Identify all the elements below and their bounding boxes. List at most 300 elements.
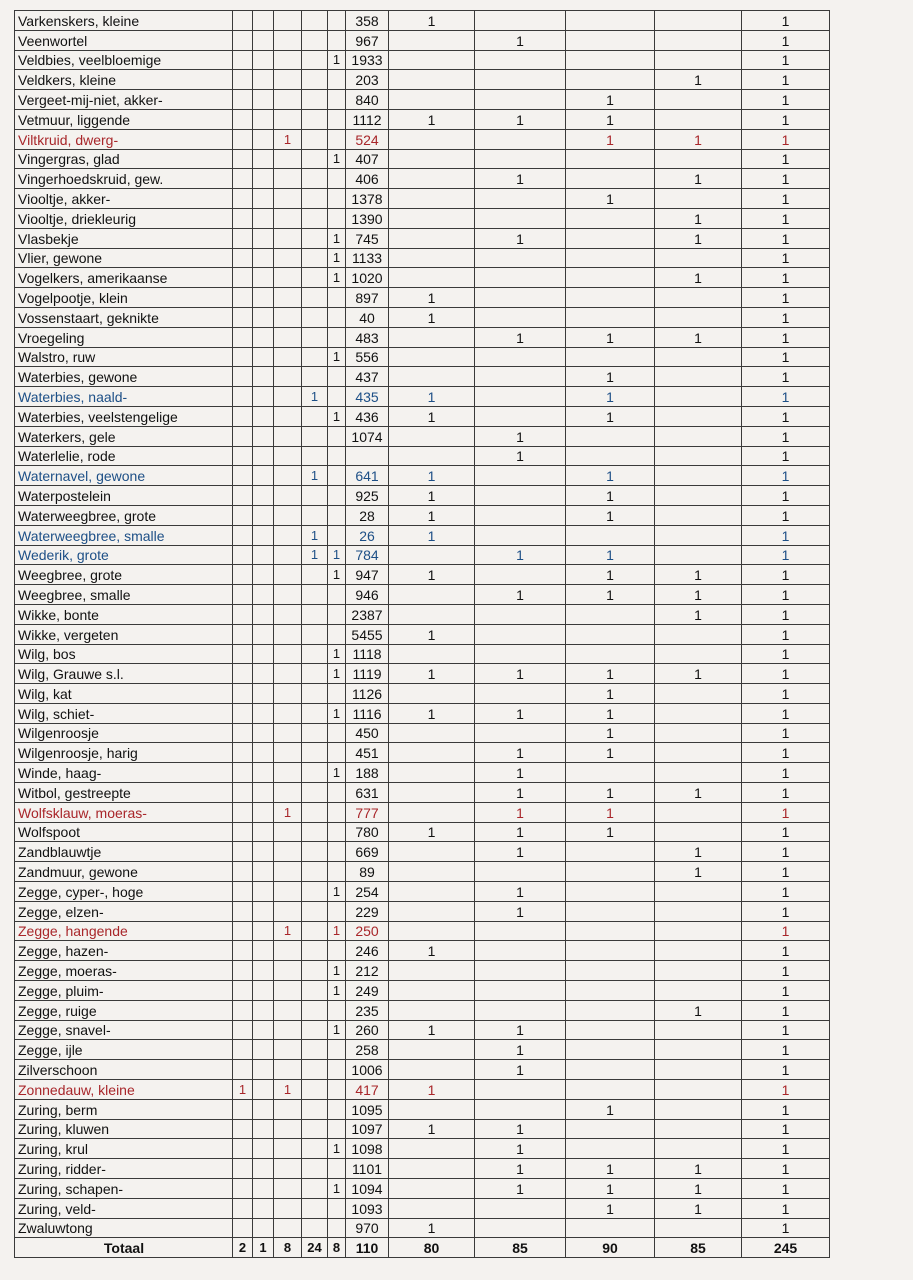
category-cell bbox=[233, 783, 253, 803]
presence-cell: 1 bbox=[742, 862, 830, 882]
category-cell bbox=[274, 50, 302, 70]
species-name-cell: Waterbies, veelstengelige bbox=[15, 406, 233, 426]
species-code-cell: 249 bbox=[346, 981, 389, 1001]
presence-cell: 1 bbox=[742, 1179, 830, 1199]
category-cell bbox=[328, 466, 346, 486]
presence-cell: 1 bbox=[475, 446, 566, 466]
presence-cell: 1 bbox=[389, 703, 475, 723]
presence-cell: 1 bbox=[742, 901, 830, 921]
category-cell bbox=[328, 189, 346, 209]
species-name-cell: Zuring, veld- bbox=[15, 1198, 233, 1218]
category-cell: 1 bbox=[328, 565, 346, 585]
presence-cell bbox=[655, 763, 742, 783]
category-cell bbox=[328, 208, 346, 228]
species-code-cell: 436 bbox=[346, 406, 389, 426]
presence-cell bbox=[566, 1218, 655, 1238]
table-row bbox=[15, 169, 903, 189]
presence-cell bbox=[475, 288, 566, 308]
presence-cell: 1 bbox=[475, 1179, 566, 1199]
category-cell bbox=[233, 644, 253, 664]
category-cell bbox=[274, 1060, 302, 1080]
presence-cell bbox=[475, 90, 566, 110]
species-name-cell: Wilg, kat bbox=[15, 684, 233, 704]
presence-cell: 1 bbox=[566, 822, 655, 842]
category-cell bbox=[253, 149, 274, 169]
presence-cell: 1 bbox=[742, 129, 830, 149]
presence-cell bbox=[475, 644, 566, 664]
species-table bbox=[14, 10, 903, 1258]
presence-cell bbox=[655, 525, 742, 545]
category-cell bbox=[233, 763, 253, 783]
category-cell bbox=[253, 585, 274, 605]
category-cell bbox=[328, 1060, 346, 1080]
category-cell: 1 bbox=[328, 248, 346, 268]
species-name-cell: Wilg, schiet- bbox=[15, 703, 233, 723]
category-cell bbox=[253, 763, 274, 783]
presence-cell: 1 bbox=[742, 981, 830, 1001]
category-cell bbox=[302, 189, 328, 209]
category-cell bbox=[253, 90, 274, 110]
presence-cell bbox=[389, 30, 475, 50]
category-cell: 1 bbox=[274, 802, 302, 822]
category-cell bbox=[274, 941, 302, 961]
species-name-cell: Zuring, kluwen bbox=[15, 1119, 233, 1139]
table-row bbox=[15, 545, 903, 565]
category-cell: 1 bbox=[274, 921, 302, 941]
category-cell bbox=[302, 1099, 328, 1119]
presence-cell bbox=[566, 228, 655, 248]
category-cell: 1 bbox=[328, 763, 346, 783]
species-name-cell: Zegge, cyper-, hoge bbox=[15, 882, 233, 902]
presence-cell bbox=[475, 149, 566, 169]
presence-cell bbox=[475, 1099, 566, 1119]
presence-cell bbox=[389, 50, 475, 70]
presence-cell bbox=[389, 743, 475, 763]
category-cell bbox=[328, 90, 346, 110]
category-cell bbox=[233, 367, 253, 387]
presence-cell bbox=[655, 901, 742, 921]
category-cell bbox=[302, 1159, 328, 1179]
presence-cell: 1 bbox=[389, 486, 475, 506]
category-cell bbox=[302, 149, 328, 169]
category-cell bbox=[274, 70, 302, 90]
category-cell bbox=[274, 525, 302, 545]
table-row bbox=[15, 802, 903, 822]
species-name-cell: Wilgenroosje, harig bbox=[15, 743, 233, 763]
category-cell bbox=[233, 961, 253, 981]
category-cell bbox=[253, 684, 274, 704]
presence-cell bbox=[389, 367, 475, 387]
presence-cell: 1 bbox=[742, 70, 830, 90]
category-cell bbox=[274, 189, 302, 209]
presence-cell bbox=[655, 307, 742, 327]
category-cell: 1 bbox=[328, 268, 346, 288]
presence-cell: 1 bbox=[742, 723, 830, 743]
presence-cell bbox=[475, 624, 566, 644]
category-cell bbox=[302, 664, 328, 684]
category-cell bbox=[253, 347, 274, 367]
total-count-cell: 90 bbox=[566, 1238, 655, 1258]
category-cell bbox=[253, 783, 274, 803]
table-row bbox=[15, 466, 903, 486]
category-cell bbox=[253, 1119, 274, 1139]
category-cell bbox=[328, 327, 346, 347]
presence-cell bbox=[475, 1000, 566, 1020]
species-code-cell bbox=[346, 446, 389, 466]
category-cell bbox=[302, 802, 328, 822]
category-cell bbox=[302, 1179, 328, 1199]
species-code-cell: 1119 bbox=[346, 664, 389, 684]
presence-cell: 1 bbox=[742, 1040, 830, 1060]
species-name-cell: Zegge, hangende bbox=[15, 921, 233, 941]
category-cell bbox=[233, 1159, 253, 1179]
presence-cell bbox=[389, 802, 475, 822]
species-name-cell: Veldkers, kleine bbox=[15, 70, 233, 90]
table-row bbox=[15, 268, 903, 288]
table-row bbox=[15, 1159, 903, 1179]
presence-cell bbox=[655, 90, 742, 110]
presence-cell: 1 bbox=[742, 30, 830, 50]
species-code-cell: 40 bbox=[346, 307, 389, 327]
category-cell bbox=[233, 981, 253, 1001]
category-cell bbox=[302, 961, 328, 981]
category-cell bbox=[302, 129, 328, 149]
presence-cell: 1 bbox=[742, 703, 830, 723]
presence-cell bbox=[566, 169, 655, 189]
presence-cell: 1 bbox=[475, 1159, 566, 1179]
table-row bbox=[15, 307, 903, 327]
presence-cell: 1 bbox=[566, 109, 655, 129]
species-code-cell: 840 bbox=[346, 90, 389, 110]
species-code-cell: 1098 bbox=[346, 1139, 389, 1159]
species-name-cell: Zegge, elzen- bbox=[15, 901, 233, 921]
table-row bbox=[15, 1020, 903, 1040]
category-cell bbox=[328, 30, 346, 50]
presence-cell: 1 bbox=[566, 367, 655, 387]
category-cell bbox=[233, 842, 253, 862]
category-cell bbox=[233, 228, 253, 248]
presence-cell: 1 bbox=[742, 248, 830, 268]
category-cell: 1 bbox=[328, 347, 346, 367]
category-cell bbox=[233, 307, 253, 327]
category-cell bbox=[253, 624, 274, 644]
species-name-cell: Viooltje, akker- bbox=[15, 189, 233, 209]
species-code-cell: 1093 bbox=[346, 1198, 389, 1218]
presence-cell: 1 bbox=[742, 1020, 830, 1040]
category-cell bbox=[233, 802, 253, 822]
category-cell bbox=[253, 169, 274, 189]
table-row bbox=[15, 228, 903, 248]
category-cell: 1 bbox=[328, 921, 346, 941]
species-name-cell: Winde, haag- bbox=[15, 763, 233, 783]
category-cell bbox=[253, 862, 274, 882]
presence-cell bbox=[655, 703, 742, 723]
species-code-cell: 235 bbox=[346, 1000, 389, 1020]
category-cell bbox=[328, 525, 346, 545]
presence-cell bbox=[389, 1179, 475, 1199]
category-cell bbox=[253, 446, 274, 466]
presence-cell bbox=[389, 763, 475, 783]
category-cell bbox=[274, 842, 302, 862]
species-code-cell: 1006 bbox=[346, 1060, 389, 1080]
table-row bbox=[15, 723, 903, 743]
species-name-cell: Weegbree, grote bbox=[15, 565, 233, 585]
presence-cell: 1 bbox=[475, 585, 566, 605]
presence-cell bbox=[389, 248, 475, 268]
category-cell bbox=[328, 505, 346, 525]
presence-cell: 1 bbox=[566, 664, 655, 684]
presence-cell bbox=[475, 387, 566, 407]
species-name-cell: Zuring, berm bbox=[15, 1099, 233, 1119]
presence-cell: 1 bbox=[742, 585, 830, 605]
presence-cell: 1 bbox=[475, 327, 566, 347]
category-cell bbox=[233, 1040, 253, 1060]
presence-cell bbox=[566, 248, 655, 268]
category-cell bbox=[274, 1119, 302, 1139]
presence-cell: 1 bbox=[655, 268, 742, 288]
category-cell bbox=[253, 723, 274, 743]
species-code-cell: 1094 bbox=[346, 1179, 389, 1199]
category-cell bbox=[253, 327, 274, 347]
presence-cell: 1 bbox=[655, 565, 742, 585]
category-cell bbox=[328, 446, 346, 466]
presence-cell: 1 bbox=[742, 822, 830, 842]
table-row bbox=[15, 1099, 903, 1119]
presence-cell bbox=[389, 1099, 475, 1119]
presence-cell: 1 bbox=[655, 1000, 742, 1020]
category-cell: 1 bbox=[302, 525, 328, 545]
species-name-cell: Waterbies, naald- bbox=[15, 387, 233, 407]
species-code-cell: 745 bbox=[346, 228, 389, 248]
species-name-cell: Zegge, ruige bbox=[15, 1000, 233, 1020]
category-cell: 1 bbox=[328, 50, 346, 70]
presence-cell: 1 bbox=[742, 387, 830, 407]
category-cell bbox=[233, 387, 253, 407]
presence-cell bbox=[389, 783, 475, 803]
category-cell bbox=[274, 703, 302, 723]
category-cell bbox=[328, 1218, 346, 1238]
category-cell bbox=[233, 703, 253, 723]
presence-cell bbox=[475, 921, 566, 941]
category-cell bbox=[302, 268, 328, 288]
presence-cell: 1 bbox=[742, 624, 830, 644]
presence-cell bbox=[655, 644, 742, 664]
category-cell bbox=[253, 30, 274, 50]
presence-cell: 1 bbox=[742, 882, 830, 902]
category-cell bbox=[302, 109, 328, 129]
presence-cell bbox=[655, 822, 742, 842]
presence-cell bbox=[475, 70, 566, 90]
category-cell bbox=[302, 70, 328, 90]
presence-cell bbox=[655, 11, 742, 31]
total-label: Totaal bbox=[15, 1238, 233, 1258]
category-cell bbox=[302, 1060, 328, 1080]
species-code-cell: 1101 bbox=[346, 1159, 389, 1179]
presence-cell: 1 bbox=[742, 486, 830, 506]
presence-cell bbox=[475, 466, 566, 486]
presence-cell: 1 bbox=[742, 327, 830, 347]
presence-cell bbox=[655, 189, 742, 209]
category-cell bbox=[302, 11, 328, 31]
table-row bbox=[15, 644, 903, 664]
category-cell bbox=[328, 1198, 346, 1218]
presence-cell bbox=[566, 961, 655, 981]
category-cell bbox=[233, 70, 253, 90]
category-cell bbox=[302, 288, 328, 308]
species-code-cell: 258 bbox=[346, 1040, 389, 1060]
category-cell bbox=[302, 743, 328, 763]
presence-cell: 1 bbox=[475, 545, 566, 565]
table-row bbox=[15, 1179, 903, 1199]
category-cell bbox=[274, 307, 302, 327]
category-cell: 1 bbox=[302, 545, 328, 565]
presence-cell: 1 bbox=[742, 941, 830, 961]
total-category-cell: 8 bbox=[328, 1238, 346, 1258]
table-row bbox=[15, 505, 903, 525]
table-row bbox=[15, 426, 903, 446]
category-cell bbox=[253, 367, 274, 387]
presence-cell bbox=[655, 367, 742, 387]
presence-cell bbox=[475, 604, 566, 624]
category-cell bbox=[253, 505, 274, 525]
category-cell bbox=[233, 664, 253, 684]
presence-cell: 1 bbox=[389, 387, 475, 407]
presence-cell bbox=[566, 11, 655, 31]
presence-cell bbox=[389, 842, 475, 862]
presence-cell bbox=[655, 248, 742, 268]
species-code-cell: 970 bbox=[346, 1218, 389, 1238]
total-row bbox=[15, 1238, 903, 1258]
category-cell bbox=[253, 486, 274, 506]
category-cell bbox=[274, 288, 302, 308]
presence-cell bbox=[475, 1080, 566, 1100]
presence-cell: 1 bbox=[742, 208, 830, 228]
table-row bbox=[15, 961, 903, 981]
category-cell bbox=[233, 1000, 253, 1020]
category-cell bbox=[274, 585, 302, 605]
species-code-cell: 1133 bbox=[346, 248, 389, 268]
category-cell bbox=[302, 50, 328, 70]
presence-cell bbox=[475, 723, 566, 743]
category-cell bbox=[274, 208, 302, 228]
category-cell bbox=[233, 723, 253, 743]
presence-cell bbox=[655, 1218, 742, 1238]
presence-cell bbox=[566, 149, 655, 169]
category-cell bbox=[253, 129, 274, 149]
table-row bbox=[15, 486, 903, 506]
category-cell bbox=[328, 109, 346, 129]
presence-cell bbox=[475, 941, 566, 961]
table-row bbox=[15, 822, 903, 842]
species-code-cell: 437 bbox=[346, 367, 389, 387]
category-cell bbox=[253, 268, 274, 288]
species-code-cell: 260 bbox=[346, 1020, 389, 1040]
presence-cell bbox=[389, 347, 475, 367]
table-row bbox=[15, 703, 903, 723]
presence-cell bbox=[655, 624, 742, 644]
presence-cell bbox=[389, 1040, 475, 1060]
presence-cell: 1 bbox=[475, 664, 566, 684]
presence-cell: 1 bbox=[566, 802, 655, 822]
presence-cell: 1 bbox=[389, 941, 475, 961]
presence-cell: 1 bbox=[742, 565, 830, 585]
presence-cell: 1 bbox=[655, 208, 742, 228]
species-code-cell: 1095 bbox=[346, 1099, 389, 1119]
category-cell bbox=[302, 1218, 328, 1238]
category-cell bbox=[253, 189, 274, 209]
presence-cell bbox=[566, 70, 655, 90]
category-cell bbox=[253, 1080, 274, 1100]
presence-cell: 1 bbox=[475, 901, 566, 921]
species-code-cell: 358 bbox=[346, 11, 389, 31]
category-cell bbox=[274, 446, 302, 466]
presence-cell: 1 bbox=[655, 585, 742, 605]
category-cell bbox=[302, 169, 328, 189]
category-cell bbox=[302, 941, 328, 961]
species-name-cell: Vlier, gewone bbox=[15, 248, 233, 268]
presence-cell: 1 bbox=[655, 664, 742, 684]
presence-cell: 1 bbox=[655, 129, 742, 149]
category-cell bbox=[328, 129, 346, 149]
presence-cell: 1 bbox=[566, 1159, 655, 1179]
category-cell bbox=[253, 525, 274, 545]
presence-cell bbox=[655, 347, 742, 367]
presence-cell bbox=[655, 1080, 742, 1100]
category-cell bbox=[302, 367, 328, 387]
presence-cell: 1 bbox=[566, 387, 655, 407]
presence-cell bbox=[475, 684, 566, 704]
presence-cell: 1 bbox=[475, 1139, 566, 1159]
presence-cell: 1 bbox=[475, 169, 566, 189]
presence-cell bbox=[655, 723, 742, 743]
category-cell bbox=[233, 1020, 253, 1040]
presence-cell: 1 bbox=[742, 1080, 830, 1100]
presence-cell: 1 bbox=[655, 1179, 742, 1199]
category-cell bbox=[274, 783, 302, 803]
species-code-cell: 641 bbox=[346, 466, 389, 486]
category-cell bbox=[233, 50, 253, 70]
table-row bbox=[15, 208, 903, 228]
presence-cell: 1 bbox=[566, 406, 655, 426]
category-cell bbox=[253, 1000, 274, 1020]
category-cell bbox=[233, 129, 253, 149]
category-cell bbox=[253, 109, 274, 129]
presence-cell bbox=[655, 941, 742, 961]
presence-cell: 1 bbox=[566, 1179, 655, 1199]
category-cell bbox=[302, 1000, 328, 1020]
table-row bbox=[15, 1040, 903, 1060]
category-cell bbox=[302, 1119, 328, 1139]
category-cell bbox=[274, 961, 302, 981]
category-cell bbox=[274, 1099, 302, 1119]
presence-cell bbox=[389, 961, 475, 981]
presence-cell bbox=[566, 525, 655, 545]
table-row bbox=[15, 921, 903, 941]
table-row bbox=[15, 347, 903, 367]
category-cell bbox=[302, 30, 328, 50]
presence-cell: 1 bbox=[389, 565, 475, 585]
category-cell bbox=[274, 327, 302, 347]
category-cell bbox=[328, 941, 346, 961]
presence-cell bbox=[475, 981, 566, 1001]
species-code-cell: 1390 bbox=[346, 208, 389, 228]
presence-cell: 1 bbox=[475, 882, 566, 902]
presence-cell: 1 bbox=[389, 624, 475, 644]
species-code-cell: 897 bbox=[346, 288, 389, 308]
category-cell bbox=[302, 783, 328, 803]
category-cell bbox=[302, 505, 328, 525]
presence-cell: 1 bbox=[742, 446, 830, 466]
